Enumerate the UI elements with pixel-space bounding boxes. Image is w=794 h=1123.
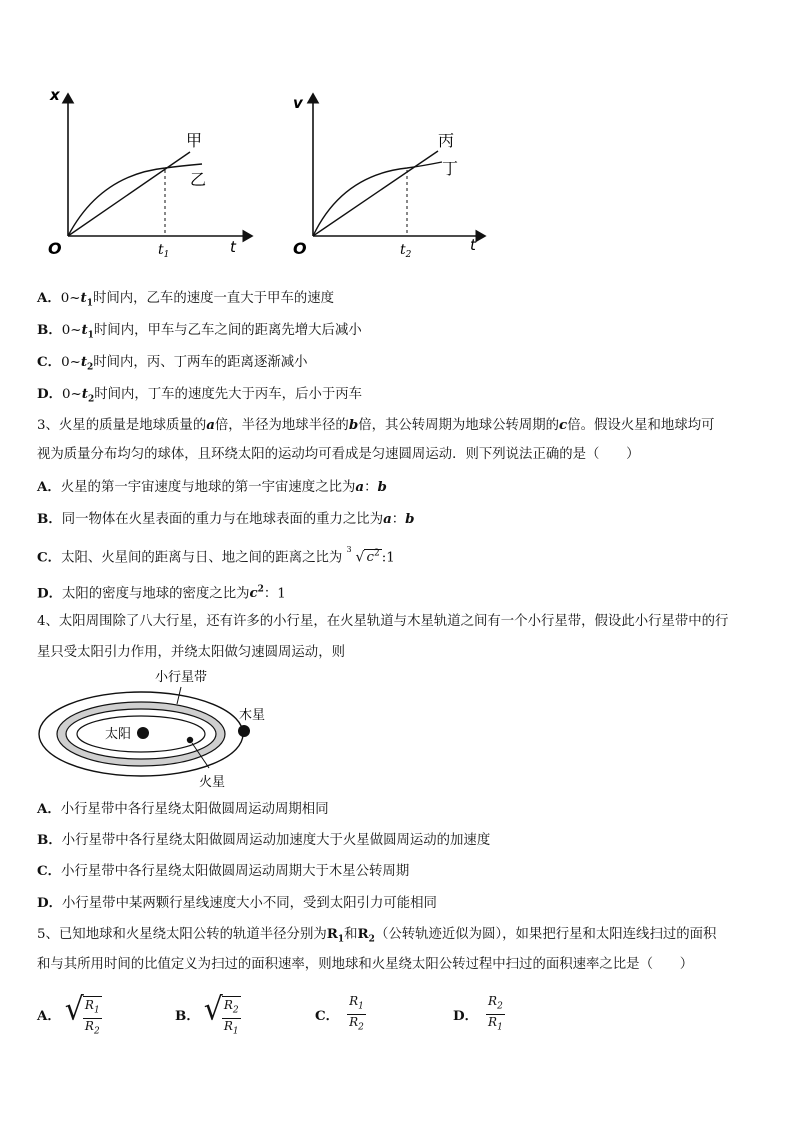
q5-option-c: C． $\frac{R_1}{R_2}$ <box>315 994 364 1032</box>
tick-label-t1: $t_1$ <box>158 242 170 260</box>
x-axis-label: t <box>470 236 476 254</box>
q3-option-d: D．太阳的密度与地球的密度之比为$c^2$：1 <box>37 585 286 602</box>
q2-option-a: A．$0\sim t_1$时间内，乙车的速度一直大于甲车的速度 <box>37 290 335 309</box>
sun-label: 太阳 <box>105 727 132 742</box>
q5-option-b: B． √ $\frac{R_2}{R_1}$ <box>175 991 239 1036</box>
line-jia <box>68 152 190 236</box>
q2-option-c: C．$0\sim t_2$时间内，丙、丁两车的距离逐渐减小 <box>37 354 308 373</box>
fraction-expression: $\frac{R_1}{R_2}$ <box>349 994 364 1032</box>
cube-root-expression: 3 √ $c^2$ <box>346 545 380 566</box>
curve-label-ding: 丁 <box>442 159 459 178</box>
q5-stem-line1: 5、已知地球和火星绕太阳公转的轨道半径分别为$R_1$和$R_2$（公转轨迹近似为圆），如果把行星和太阳连线扫过的面积 <box>37 926 717 945</box>
q2-option-b: B．$0\sim t_1$时间内，甲车与乙车之间的距离先增大后减小 <box>37 322 362 341</box>
q5-option-d: D． $\frac{R_2}{R_1}$ <box>453 994 503 1032</box>
sun <box>137 727 149 739</box>
fraction-expression: $\frac{R_2}{R_1}$ <box>488 994 503 1032</box>
mars-label: 火星 <box>199 775 226 790</box>
mars <box>187 737 193 743</box>
curve-ding <box>313 162 442 236</box>
asteroid-belt-diagram <box>37 664 287 794</box>
jupiter-label: 木星 <box>239 708 266 723</box>
q5-option-a: A． √ $\frac{R_1}{R_2}$ <box>37 991 100 1036</box>
belt-label: 小行星带 <box>155 670 208 685</box>
q2-option-d: D．$0\sim t_2$时间内，丁车的速度先大于丙车，后小于丙车 <box>37 386 363 405</box>
jupiter <box>238 725 250 737</box>
curve-label-bing: 丙 <box>438 131 455 150</box>
sqrt-expression: √ $\frac{R_1}{R_2}$ <box>64 991 100 1036</box>
q4-option-d: D．小行星带中某两颗行星线速度大小不同，受到太阳引力可能相同 <box>37 895 437 911</box>
curve-label-yi: 乙 <box>190 170 207 189</box>
origin-label: O <box>293 239 307 258</box>
q3-stem-line2: 视为质量分布均匀的球体，且环绕太阳的运动均可看成是匀速圆周运动．则下列说法正确的是（ ） <box>37 447 640 462</box>
q5-stem-line2: 和与其所用时间的比值定义为扫过的面积速率，则地球和火星绕太阳公转过程中扫过的面积速率之比是（ ） <box>37 957 694 972</box>
q4-option-c: C．小行星带中各行星绕太阳做圆周运动周期大于木星公转周期 <box>37 863 410 879</box>
q5-options <box>37 990 757 1042</box>
y-axis-label: x <box>50 86 60 104</box>
q4-option-b: B．小行星带中各行星绕太阳做圆周运动加速度大于火星做圆周运动的加速度 <box>37 832 491 848</box>
q4-stem-line2: 星只受太阳引力作用，并绕太阳做匀速圆周运动，则 <box>37 645 345 660</box>
q3-option-b: B．同一物体在火星表面的重力与在地球表面的重力之比为a：b <box>37 511 415 527</box>
q3-option-c: C．太阳、火星间的距离与日、地之间的距离之比为 3 √ $c^2$ :1 <box>37 545 395 566</box>
vt-graph <box>280 80 510 270</box>
y-axis-label: v <box>293 94 303 112</box>
origin-label: O <box>48 239 62 258</box>
curve-label-jia: 甲 <box>186 131 203 150</box>
xt-graph <box>40 80 270 270</box>
tick-label-t2: $t_2$ <box>400 242 412 260</box>
q3-stem-line1: 3、火星的质量是地球质量的a倍，半径为地球半径的b倍，其公转周期为地球公转周期的c倍。假设火星和地球均可 <box>37 417 715 433</box>
q4-stem-line1: 4、太阳周围除了八大行星，还有许多的小行星，在火星轨道与木星轨道之间有一个小行星带，假设此小行星带中的行 <box>37 614 729 629</box>
line-bing <box>313 151 438 236</box>
q3-option-a: A．火星的第一宇宙速度与地球的第一宇宙速度之比为a：b <box>37 479 387 495</box>
q4-option-a: A．小行星带中各行星绕太阳做圆周运动周期相同 <box>37 801 329 817</box>
x-axis-label: t <box>230 238 236 256</box>
curve-yi <box>68 164 202 236</box>
sqrt-expression: √ $\frac{R_2}{R_1}$ <box>203 991 239 1036</box>
